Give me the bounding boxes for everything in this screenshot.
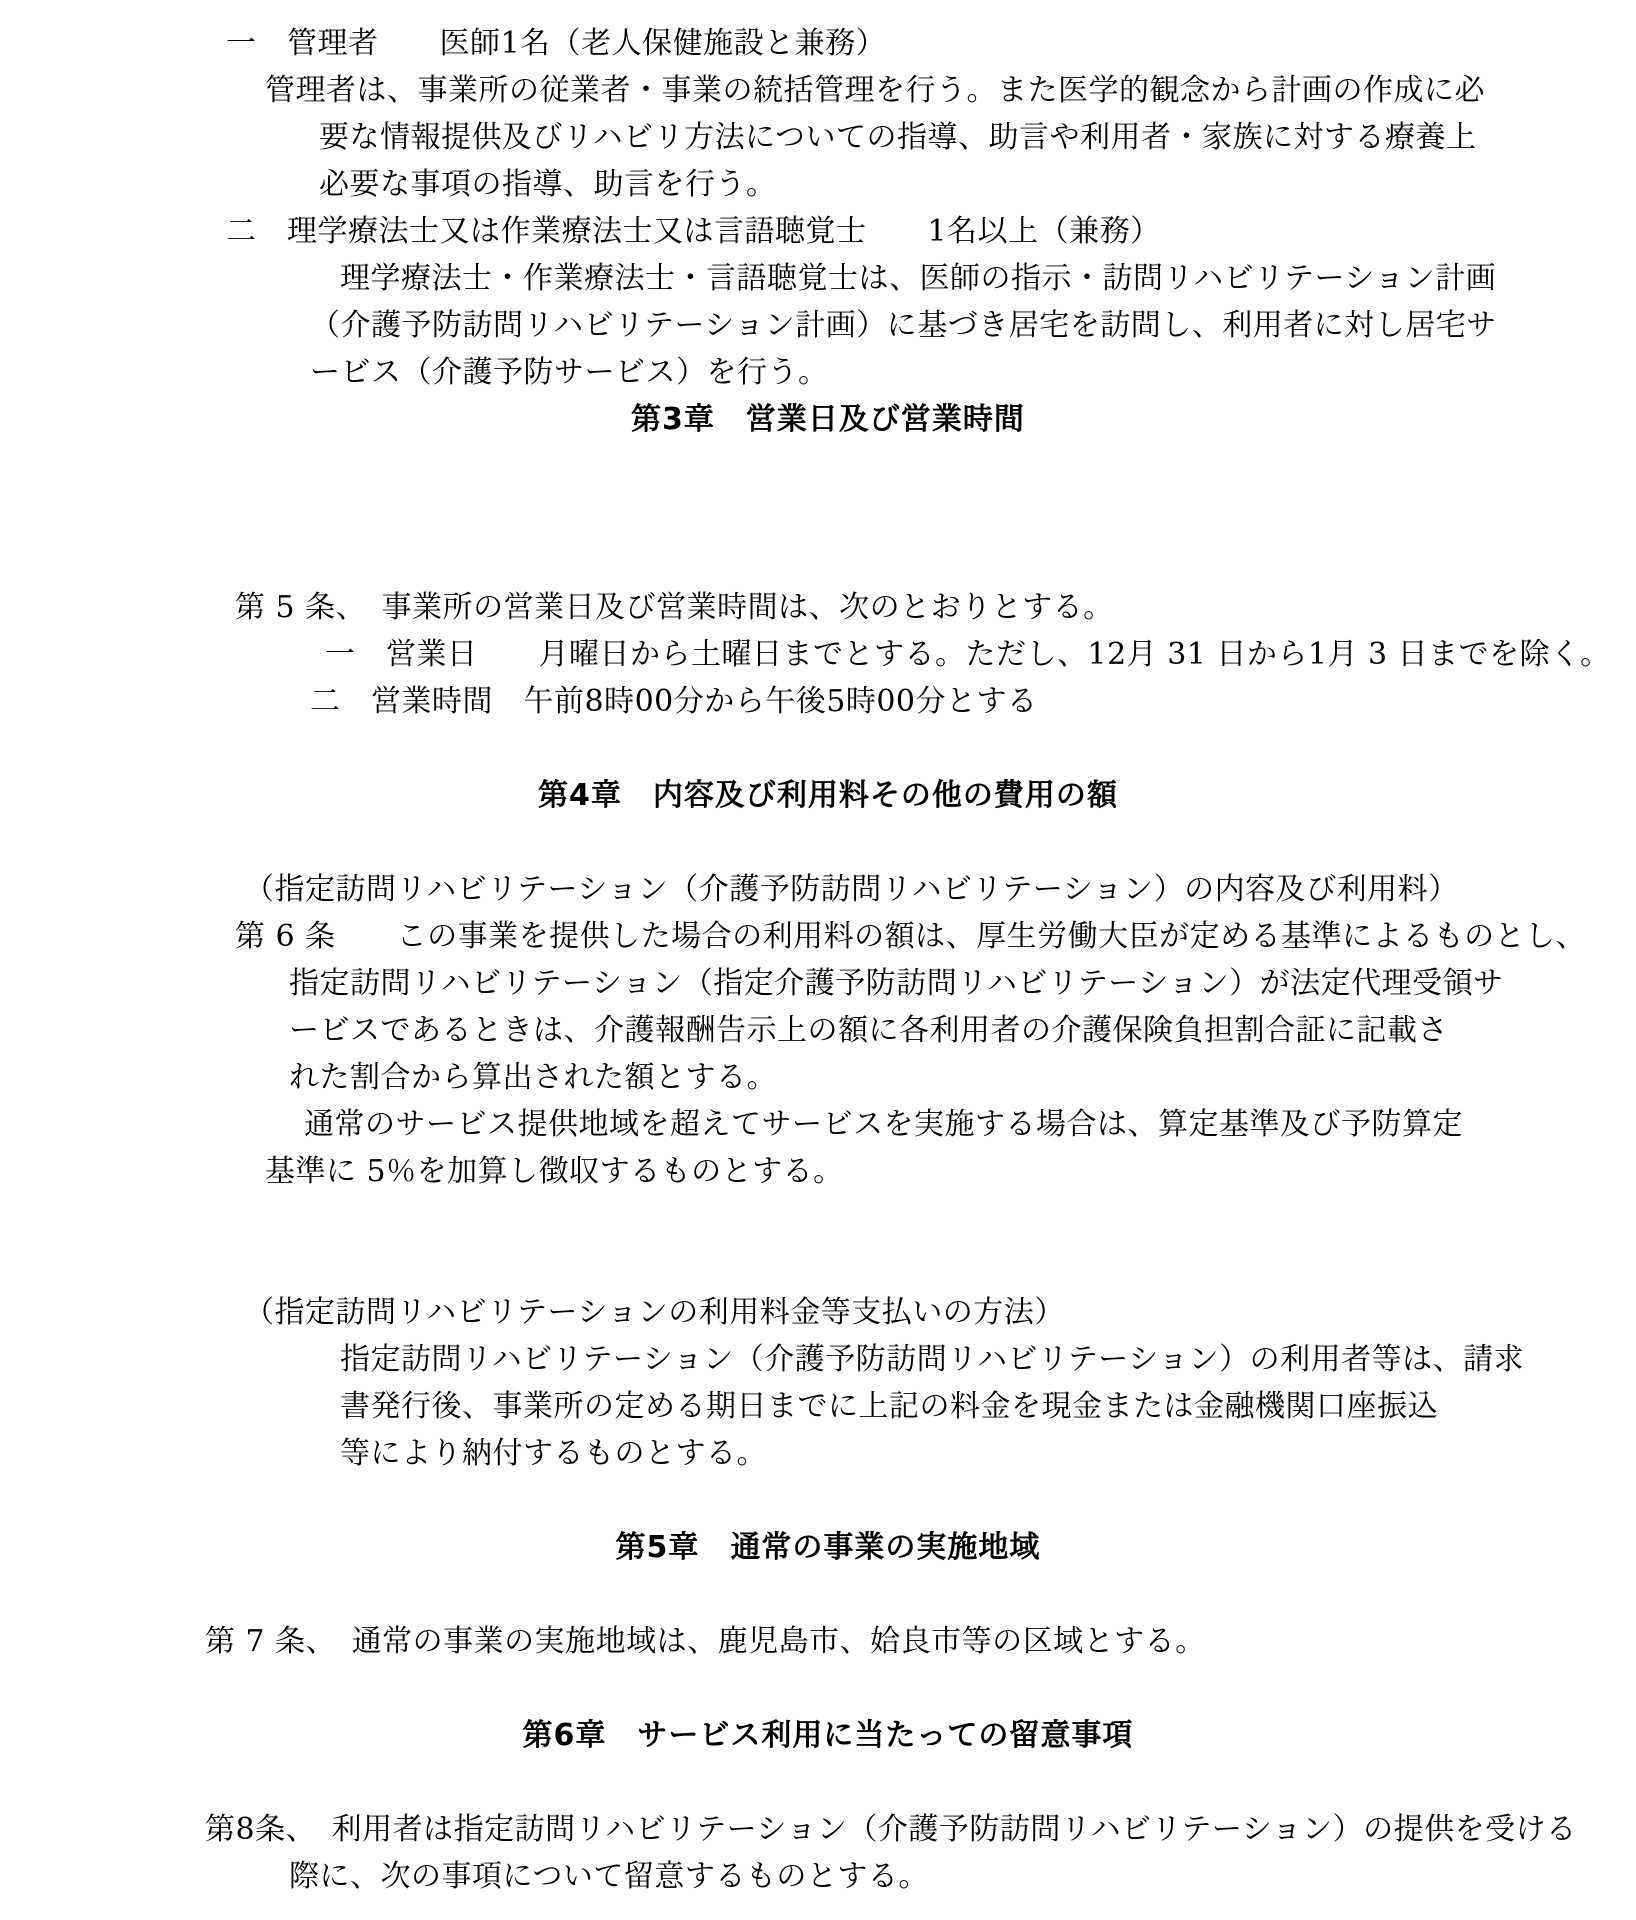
document-line-body: 管理者は、事業所の従業者・事業の統括管理を行う。また医学的観念から計画の作成に必	[265, 73, 1485, 108]
document-line-body: 際に、次の事項について留意するものとする。	[289, 1859, 929, 1894]
blank-line	[190, 1242, 1466, 1289]
document-line-article: 第 7 条、 通常の事業の実施地域は、鹿児島市、姶良市等の区域とする。	[205, 1624, 1206, 1659]
document-line-article: 第 6 条 この事業を提供した場合の利用料の額は、厚生労働大臣が定める基準によるものとし、	[235, 919, 1587, 954]
document-line-body: れた割合から算出された額とする。	[289, 1060, 777, 1095]
document-line-body: 書発行後、事業所の定める期日までに上記の料金を現金または金融機関口座振込	[340, 1389, 1438, 1424]
document-line-body: 基準に 5％を加算し徴収するものとする。	[265, 1154, 844, 1189]
document-line-body: ービスであるときは、介護報酬告示上の額に各利用者の介護保険負担割合証に記載さ	[289, 1013, 1448, 1048]
document-line-paren-caption: （指定訪問リハビリテーションの利用料金等支払いの方法）	[244, 1295, 1065, 1330]
chapter-heading: 第5章 通常の事業の実施地域	[615, 1530, 1041, 1565]
chapter-heading: 第6章 サービス利用に当たっての留意事項	[522, 1718, 1134, 1753]
blank-line	[190, 725, 1466, 772]
blank-line	[190, 1759, 1466, 1806]
blank-line	[190, 1477, 1466, 1524]
document-line-body: （介護予防訪問リハビリテーション計画）に基づき居宅を訪問し、利用者に対し居宅サ	[310, 308, 1497, 343]
document-line-numbered-item: 一 管理者 医師1名（老人保健施設と兼務）	[226, 26, 887, 61]
blank-line	[190, 819, 1466, 866]
document-line-body: 理学療法士・作業療法士・言語聴覚士は、医師の指示・訪問リハビリテーション計画	[340, 261, 1497, 296]
document-line-body: 等により納付するものとする。	[340, 1436, 767, 1471]
document-line-numbered-item: 一 営業日 月曜日から土曜日までとする。ただし、12月 31 日から1月 3 日までを除く。	[325, 637, 1611, 672]
document-line-paren-caption: （指定訪問リハビリテーション（介護予防訪問リハビリテーション）の内容及び利用料）	[244, 872, 1459, 907]
blank-line	[190, 1571, 1466, 1618]
document-line-article: 第 5 条、 事業所の営業日及び営業時間は、次のとおりとする。	[235, 590, 1114, 625]
blank-line	[190, 490, 1466, 537]
document-line-numbered-item: 二 営業時間 午前8時00分から午後5時00分とする	[310, 684, 1038, 719]
document-line-body: 指定訪問リハビリテーション（指定介護予防訪問リハビリテーション）が法定代理受領サ	[289, 966, 1504, 1001]
document-line-numbered-item: 二 理学療法士又は作業療法士又は言語聴覚士 1名以上（兼務）	[226, 214, 1161, 249]
document-line-article: 第8条、 利用者は指定訪問リハビリテーション（介護予防訪問リハビリテーション）の提供を受ける	[205, 1812, 1577, 1847]
blank-line	[190, 443, 1466, 490]
chapter-heading: 第3章 営業日及び営業時間	[631, 402, 1025, 437]
blank-line	[190, 1195, 1466, 1242]
document-line-body: 指定訪問リハビリテーション（介護予防訪問リハビリテーション）の利用者等は、請求	[340, 1342, 1525, 1377]
blank-line	[190, 537, 1466, 584]
document-line-body: ービス（介護予防サービス）を行う。	[310, 355, 829, 390]
document-line-body: 通常のサービス提供地域を超えてサービスを実施する場合は、算定基準及び予防算定	[304, 1107, 1463, 1142]
chapter-heading: 第4章 内容及び利用料その他の費用の額	[538, 778, 1118, 813]
blank-line	[190, 1665, 1466, 1712]
document-line-body: 必要な事項の指導、助言を行う。	[319, 167, 777, 202]
document-line-body: 要な情報提供及びリハビリ方法についての指導、助言や利用者・家族に対する療養上	[319, 120, 1477, 155]
